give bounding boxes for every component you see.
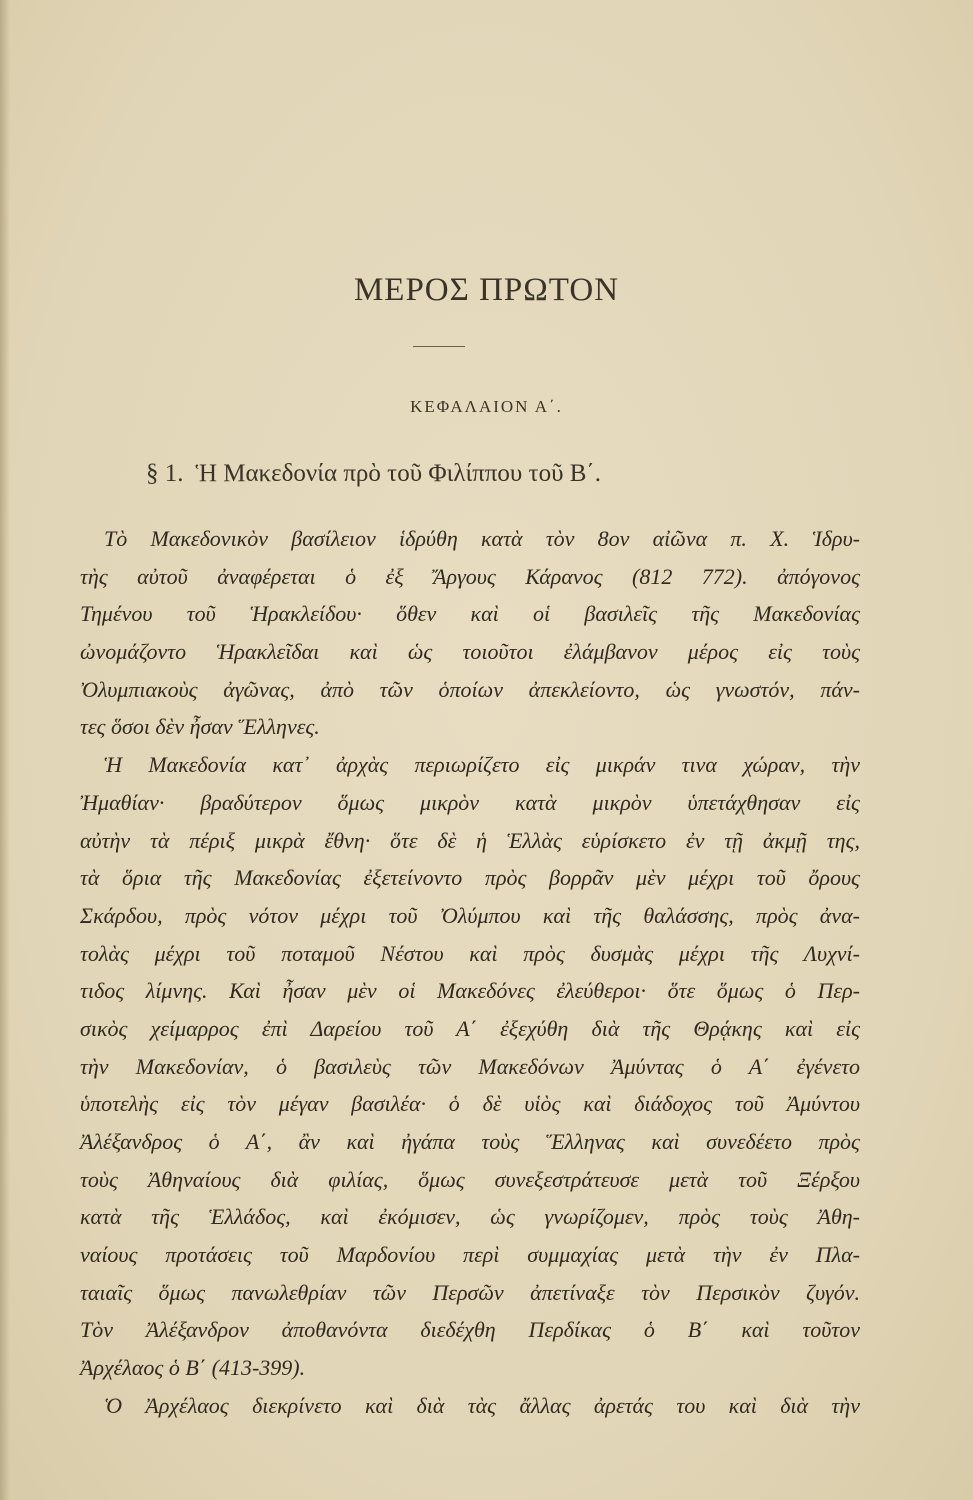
text-line: Τὸ Μακεδονικὸν βασίλειον ἱδρύθη κατὰ τὸν 8ον αἰῶνα π. Χ. Ἱδρυ- bbox=[104, 526, 860, 551]
section-mark: § 1. bbox=[146, 460, 184, 487]
text-line: Ἀλέξανδρος ὁ Α΄, ἂν καὶ ἠγάπα τοὺς Ἕλληνας καὶ συνεδέετο πρὸς bbox=[80, 1129, 860, 1154]
text-line: τες ὅσοι δὲν ἦσαν Ἕλληνες. bbox=[80, 714, 320, 740]
text-line: τὴν Μακεδονίαν, ὁ βασιλεὺς τῶν Μακεδόνων Ἀμύντας ὁ Α΄ ἐγένετο bbox=[80, 1053, 860, 1079]
text-line: αὐτὴν τὰ πέριξ μικρὰ ἔθνη· ὅτε δὲ ἡ Ἑλλὰς εὑρίσκετο ἐν τῇ ἀκμῇ της, bbox=[80, 827, 860, 853]
text-line: τιδος λίμνης. Καὶ ἦσαν μὲν οἱ Μακεδόνες ἐλεύθεροι· ὅτε ὅμως ὁ Περ- bbox=[80, 978, 860, 1004]
text-line: ταιαῖς ὅμως πανωλεθρίαν τῶν Περσῶν ἀπετίναξε τὸν Περσικὸν ζυγόν. bbox=[80, 1279, 860, 1305]
text-line: Ἀρχέλαος ὁ Β΄ (413-399). bbox=[80, 1355, 306, 1381]
body-text bbox=[80, 520, 860, 1425]
text-line: Τημένου τοῦ Ἡρακλείδου· ὅθεν καὶ οἱ βασιλεῖς τῆς Μακεδονίας bbox=[80, 601, 860, 627]
section-heading-text: Ἡ Μακεδονία πρὸ τοῦ Φιλίππου τοῦ Β΄. bbox=[195, 460, 601, 487]
text-line: Τὸν Ἀλέξανδρον ἀποθανόντα διεδέχθη Περδίκας ὁ Β΄ καὶ τοῦτον bbox=[80, 1317, 860, 1343]
text-line: τὴς αὐτοῦ ἀναφέρεται ὁ ἐξ Ἄργους Κάρανος (812 772). ἀπόγονος bbox=[80, 563, 860, 589]
chapter-title: ΚΕΦΑΛΑΙΟΝ Α΄. bbox=[410, 397, 563, 416]
text-line: Ἠμαθίαν· βραδύτερον ὅμως μικρὸν κατὰ μικρὸν ὑπετάχθησαν εἰς bbox=[80, 789, 860, 815]
text-line: ναίους προτάσεις τοῦ Μαρδονίου περὶ συμμαχίας μετὰ τὴν ἐν Πλα- bbox=[80, 1242, 860, 1268]
text-line: σικὸς χείμαρρος ἐπὶ Δαρείου τοῦ Α΄ ἐξεχύθη διὰ τῆς Θρᾴκης καὶ εἰς bbox=[80, 1015, 860, 1041]
text-line: ὠνομάζοντο Ἡρακλεῖδαι καὶ ὡς τοιοῦτοι ἐλάμβανον μέρος εἰς τοὺς bbox=[80, 639, 860, 665]
text-line: τὰ ὅρια τῆς Μακεδονίας ἐξετείνοντο πρὸς βορρᾶν μὲν μέχρι τοῦ ὄρους bbox=[80, 865, 860, 891]
title-divider bbox=[413, 346, 465, 347]
page-binding-shadow bbox=[0, 0, 10, 1500]
section-heading bbox=[146, 460, 601, 488]
text-line: Σκάρδου, πρὸς νότον μέχρι τοῦ Ὀλύμπου καὶ τῆς θαλάσσης, πρὸς ἀνα- bbox=[80, 902, 860, 928]
text-line: Ὁ Ἀρχέλαος διεκρίνετο καὶ διὰ τὰς ἄλλας ἀρετάς του καὶ διὰ τὴν bbox=[104, 1392, 860, 1418]
text-line: κατὰ τῆς Ἑλλάδος, καὶ ἐκόμισεν, ὡς γνωρίζομεν, πρὸς τοὺς Ἀθη- bbox=[80, 1204, 860, 1230]
part-title: ΜΕΡΟΣ ΠΡΩΤΟΝ bbox=[353, 272, 620, 308]
text-line: τοὺς Ἀθηναίους διὰ φιλίας, ὅμως συνεξεστράτευσε μετὰ τοῦ Ξέρξου bbox=[80, 1166, 860, 1192]
text-line: Ὀλυμπιακοὺς ἀγῶνας, ἀπὸ τῶν ὁποίων ἀπεκλείοντο, ὡς γνωστόν, πάν- bbox=[80, 676, 860, 702]
text-line: τολὰς μέχρι τοῦ ποταμοῦ Νέστου καὶ πρὸς δυσμὰς μέχρι τῆς Λυχνί- bbox=[80, 940, 860, 966]
text-line: Ἡ Μακεδονία κατ᾿ ἀρχὰς περιωρίζετο εἰς μικράν τινα χώραν, τὴν bbox=[104, 752, 860, 778]
text-line: ὑποτελὴς εἰς τὸν μέγαν βασιλέα· ὁ δὲ υἱὸς καὶ διάδοχος τοῦ Ἀμύντου bbox=[80, 1091, 860, 1117]
